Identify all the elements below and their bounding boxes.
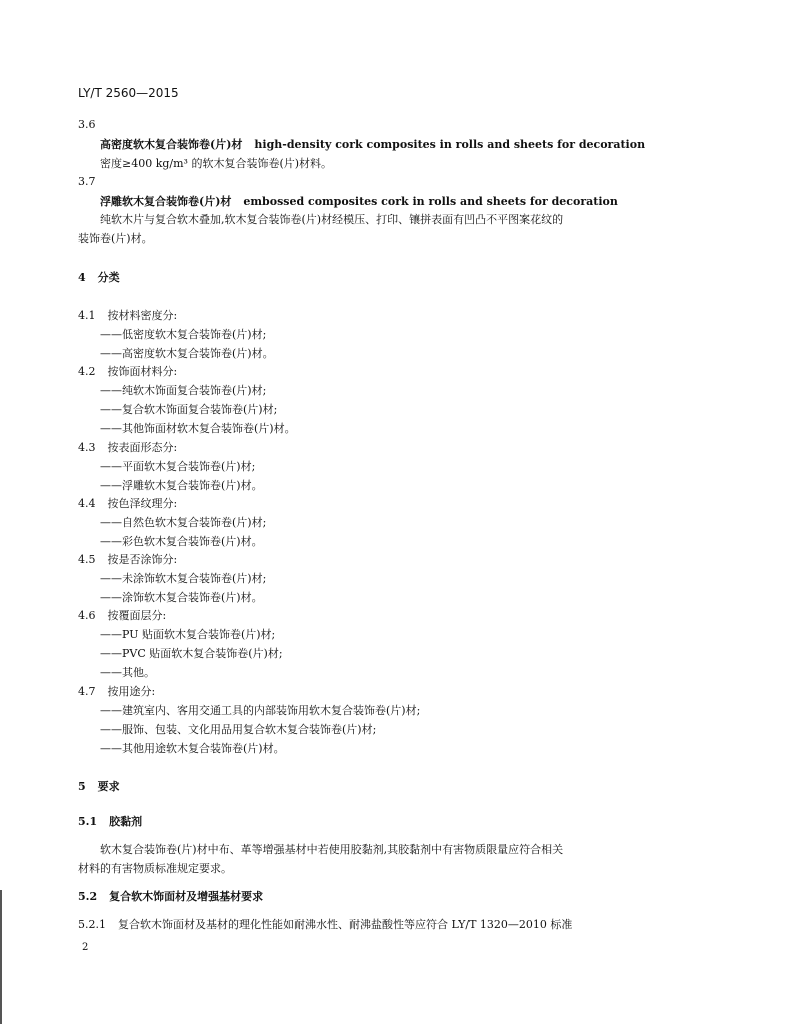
clause-heading: 5.1 胶黏剂 — [78, 815, 143, 828]
term-definition-cont: 装饰卷(片)材。 — [78, 232, 153, 245]
paragraph-cont: 材料的有害物质标准规定要求。 — [78, 862, 232, 875]
clause-heading: 5.2 复合软木饰面材及增强基材要求 — [78, 890, 264, 903]
list-item: ——其他。 — [100, 666, 155, 679]
term-en: embossed composites cork in rolls and sheets for decoration — [243, 195, 618, 208]
list-item: ——平面软木复合装饰卷(片)材; — [100, 460, 256, 473]
list-item: ——其他饰面材软木复合装饰卷(片)材。 — [100, 422, 296, 435]
page-number: 2 — [82, 942, 89, 953]
list-item: ——涂饰软木复合装饰卷(片)材。 — [100, 591, 263, 604]
term-en: high-density cork composites in rolls and sheets for decoration — [254, 138, 646, 151]
section-heading: 5 要求 — [78, 780, 120, 793]
term-heading — [100, 138, 645, 152]
list-item: ——服饰、包装、文化用品用复合软木复合装饰卷(片)材; — [100, 723, 377, 736]
clause-heading: 4.3 按表面形态分: — [78, 441, 178, 454]
paragraph: 软木复合装饰卷(片)材中布、革等增强基材中若使用胶黏剂,其胶黏剂中有害物质限量应符合相关 — [100, 843, 564, 856]
list-item: ——高密度软木复合装饰卷(片)材。 — [100, 347, 274, 360]
section-heading: 4 分类 — [78, 271, 120, 284]
list-item: ——纯软木饰面复合装饰卷(片)材; — [100, 384, 267, 397]
term-zh: 浮雕软木复合装饰卷(片)材 — [100, 195, 232, 208]
standard-code-header: LY/T 2560—2015 — [78, 86, 179, 100]
list-item: ——PVC 贴面软木复合装饰卷(片)材; — [100, 647, 283, 660]
list-item: ——PU 贴面软木复合装饰卷(片)材; — [100, 628, 276, 641]
clause-number: 3.7 — [78, 175, 96, 188]
clause-heading: 4.5 按是否涂饰分: — [78, 553, 178, 566]
clause-heading: 4.6 按覆面层分: — [78, 609, 167, 622]
list-item: ——其他用途软木复合装饰卷(片)材。 — [100, 742, 285, 755]
list-item: ——低密度软木复合装饰卷(片)材; — [100, 328, 267, 341]
list-item: ——建筑室内、客用交通工具的内部装饰用软木复合装饰卷(片)材; — [100, 704, 421, 717]
clause-heading: 4.2 按饰面材料分: — [78, 365, 178, 378]
scan-edge-line — [0, 890, 2, 1024]
term-zh: 高密度软木复合装饰卷(片)材 — [100, 138, 243, 151]
list-item: ——复合软木饰面复合装饰卷(片)材; — [100, 403, 278, 416]
list-item: ——彩色软木复合装饰卷(片)材。 — [100, 535, 263, 548]
list-item: ——浮雕软木复合装饰卷(片)材。 — [100, 479, 263, 492]
term-definition: 密度≥400 kg/m³ 的软木复合装饰卷(片)材料。 — [100, 157, 333, 170]
clause-number: 3.6 — [78, 118, 96, 131]
term-definition: 纯软木片与复合软木叠加,软木复合装饰卷(片)材经模压、打印、镶拼表面有凹凸不平图案花纹的 — [100, 213, 564, 226]
list-item: ——自然色软木复合装饰卷(片)材; — [100, 516, 267, 529]
list-item: ——未涂饰软木复合装饰卷(片)材; — [100, 572, 267, 585]
paragraph: 5.2.1 复合软木饰面材及基材的理化性能如耐沸水性、耐沸盐酸性等应符合 LY/T 1320—2010 标准 — [78, 918, 573, 931]
clause-heading: 4.1 按材料密度分: — [78, 309, 178, 322]
clause-heading: 4.7 按用途分: — [78, 685, 156, 698]
term-heading — [100, 195, 618, 209]
clause-heading: 4.4 按色泽纹理分: — [78, 497, 178, 510]
